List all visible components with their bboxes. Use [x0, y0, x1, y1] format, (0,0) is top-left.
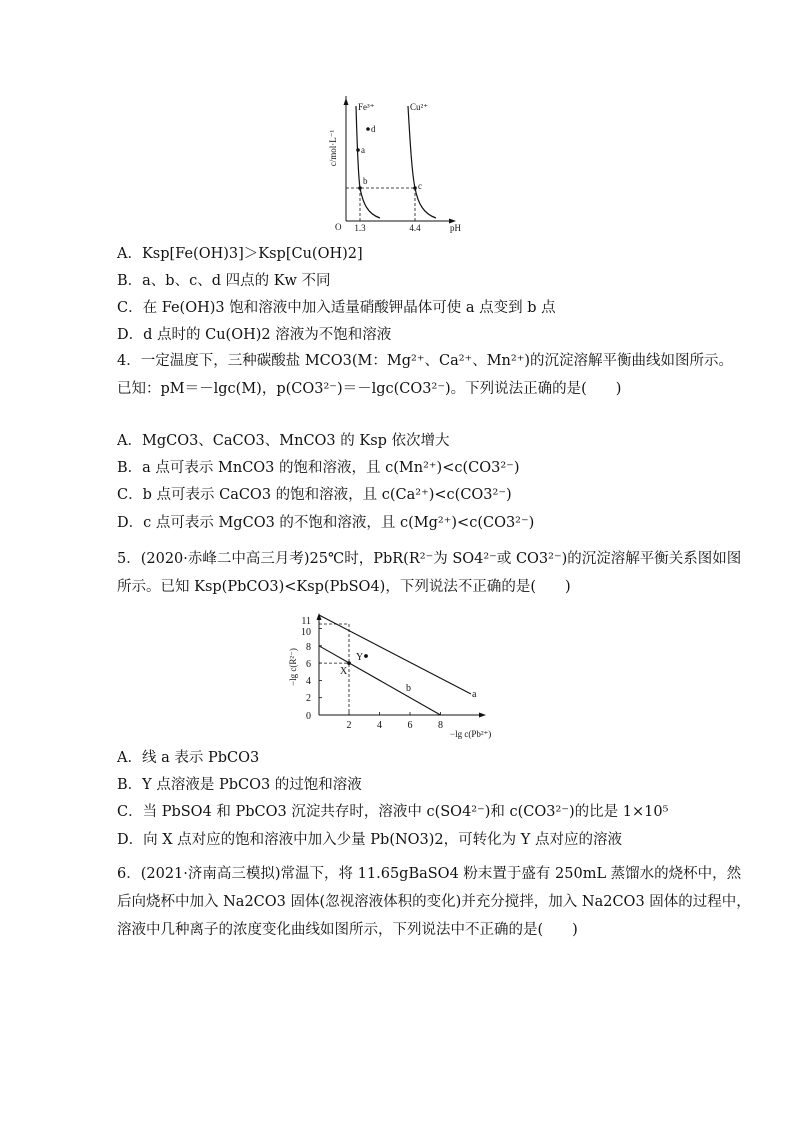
q4-stem-line1: 4．一定温度下，三种碳酸盐 MCO3(M：Mg²⁺、Ca²⁺、Mn²⁺)的沉淀溶解平衡曲线如图所示。	[117, 353, 733, 369]
chart2-ytick-6: 6	[306, 659, 311, 670]
point-y	[364, 654, 368, 658]
chart2-xtick-4: 4	[377, 720, 382, 731]
q5-option-b: B．Y 点溶液是 PbCO3 的过饱和溶液	[117, 777, 362, 793]
chart2-xtick-6: 6	[407, 720, 413, 731]
q3-option-d: D．d 点时的 Cu(OH)2 溶液为不饱和溶液	[117, 327, 392, 343]
chart1-curve-label-cu: Cu²⁺	[410, 102, 428, 112]
q6-stem-line1: 6．(2021·济南高三模拟)常温下，将 11.65gBaSO4 粉末置于盛有 250mL 蒸馏水的烧杯中，然	[117, 866, 742, 882]
q5-option-d: D．向 X 点对应的饱和溶液中加入少量 Pb(NO3)2，可转化为 Y 点对应的溶液	[117, 832, 622, 848]
chart-fe-cu	[320, 96, 480, 238]
chart2-ytick-2: 2	[306, 693, 311, 704]
q6-stem-line3: 溶液中几种离子的浓度变化曲线如图所示，下列说法中不正确的是( )	[117, 922, 578, 938]
cu-curve	[408, 106, 436, 218]
q3-option-c: C．在 Fe(OH)3 饱和溶液中加入适量硝酸钾晶体可使 a 点变到 b 点	[117, 300, 556, 316]
chart2-xtick-2: 2	[346, 720, 352, 731]
chart2-ytick-11: 11	[301, 616, 311, 627]
chart1-xtick-1: 1.3	[354, 223, 366, 233]
chart2-ytick-4: 4	[306, 676, 311, 687]
q6-stem-line2: 后向烧杯中加入 Na2CO3 固体(忽视溶液体积的变化)并充分搅拌，加入 Na2CO3 固体的过程中，	[117, 894, 751, 910]
line-b	[319, 646, 441, 715]
q4-option-b: B．a 点可表示 MnCO3 的饱和溶液，且 c(Mn²⁺)<c(CO3²⁻)	[117, 460, 520, 476]
q5-option-c: C．当 PbSO4 和 PbCO3 沉淀共存时，溶液中 c(SO4²⁻)和 c(CO3²⁻)的比是 1×10⁵	[117, 804, 669, 820]
chart2-point-label-x: X	[340, 666, 348, 677]
q4-option-a: A．MgCO3、CaCO3、MnCO3 的 Ksp 依次增大	[117, 433, 450, 449]
chart2-ylabel: −lg c(R²⁻)	[288, 648, 298, 686]
chart1-ylabel: c/mol·L⁻¹	[328, 129, 338, 167]
q3-option-b: B．a、b、c、d 四点的 Kw 不同	[117, 273, 331, 289]
chart2-ytick-10: 10	[301, 627, 311, 638]
chart1-xlabel: pH	[450, 223, 461, 233]
chart1-point-label-b: b	[363, 176, 368, 186]
chart2-ytick-8: 8	[306, 642, 311, 653]
chart1-y-arrow	[344, 98, 349, 105]
chart2-x-arrow	[479, 713, 486, 718]
chart2-xtick-8: 8	[438, 720, 443, 731]
chart1-xtick-2: 4.4	[409, 223, 421, 233]
point-c	[413, 186, 417, 190]
point-b	[358, 186, 362, 190]
chart1-origin: O	[335, 222, 342, 232]
chart2-line-label-a: a	[472, 689, 477, 700]
chart-pbr	[286, 610, 506, 742]
q5-option-a: A．线 a 表示 PbCO3	[117, 750, 260, 766]
q5-stem-line1: 5．(2020·赤峰二中高三月考)25℃时，PbR(R²⁻为 SO4²⁻或 CO3²⁻)的沉淀溶解平衡关系图如图	[117, 551, 742, 567]
chart1-point-label-d: d	[371, 124, 376, 134]
point-a	[356, 148, 360, 152]
q4-option-d: D．c 点可表示 MgCO3 的不饱和溶液，且 c(Mg²⁺)<c(CO3²⁻)	[117, 515, 535, 531]
q4-stem-line2: 已知：pM＝－lgc(M)，p(CO3²⁻)＝－lgc(CO3²⁻)。下列说法正确的是( )	[117, 381, 622, 397]
q3-option-a: A．Ksp[Fe(OH)3]＞Ksp[Cu(OH)2]	[117, 246, 363, 262]
chart1-point-label-a: a	[361, 145, 365, 155]
chart1-curve-label-fe: Fe³⁺	[358, 102, 375, 112]
q4-option-c: C．b 点可表示 CaCO3 的饱和溶液，且 c(Ca²⁺)<c(CO3²⁻)	[117, 487, 512, 503]
fe-curve	[356, 106, 380, 218]
chart2-point-label-y: Y	[356, 652, 364, 663]
q5-stem-line2: 所示。已知 Ksp(PbCO3)<Ksp(PbSO4)，下列说法不正确的是( )	[117, 579, 571, 595]
chart2-xlabel: −lg c(Pb²⁺)	[450, 729, 492, 739]
point-x	[347, 661, 351, 665]
chart2-ytick-0: 0	[306, 711, 311, 722]
point-d	[366, 127, 370, 131]
chart1-point-label-c: c	[418, 181, 422, 191]
chart2-line-label-b: b	[406, 683, 411, 694]
line-a	[319, 615, 471, 694]
